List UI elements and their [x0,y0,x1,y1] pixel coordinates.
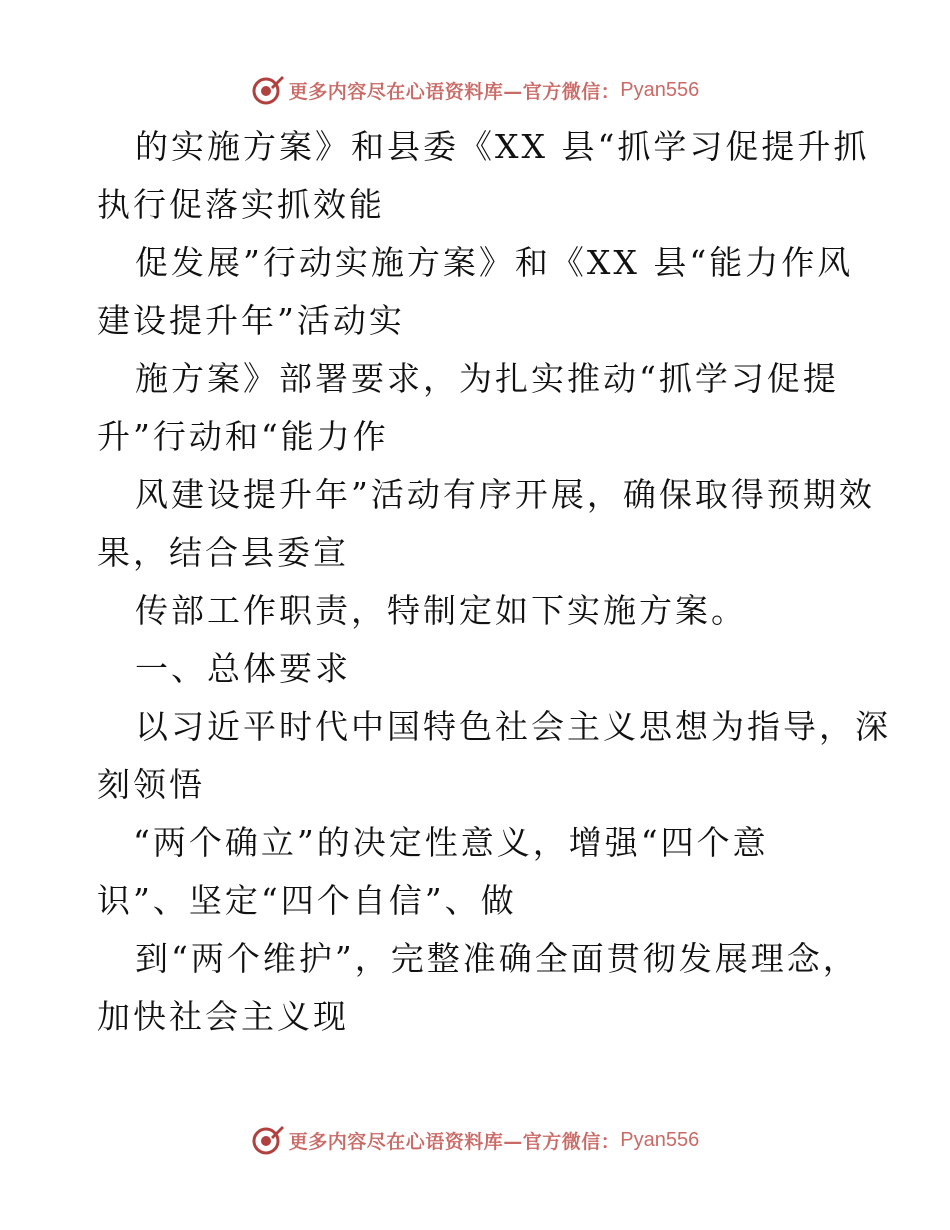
watermark-text: 更多内容尽在心语资料库—官方微信： [288,80,621,103]
watermark-text: 更多内容尽在心语资料库—官方微信： [288,1130,621,1153]
text-line: 升”行动和“能力作 [97,417,389,456]
text-line: 施方案》部署要求，为扎实推动“抓学习促提 [135,359,839,398]
quill-seal-logo-icon [251,73,285,107]
text-line: 加快社会主义现 [97,997,349,1036]
quill-seal-logo-icon [251,1123,285,1157]
text-line: 传部工作职责，特制定如下实施方案。 [135,591,747,630]
text-line: 识”、坚定“四个自信”、做 [97,881,517,920]
footer-watermark [0,1120,950,1160]
text-line: 的实施方案》和县委《XX 县“抓学习促提升抓 [135,127,870,166]
text-line: 促发展”行动实施方案》和《XX 县“能力作风 [135,243,854,282]
text-line: 到“两个维护”，完整准确全面贯彻发展理念， [135,939,859,978]
watermark-wechat-id: Pyan556 [620,1128,700,1151]
header-watermark [0,70,950,110]
text-line: 果，结合县委宣 [97,533,349,572]
text-line: “两个确立”的决定性意义，增强“四个意 [133,823,769,862]
text-line: 建设提升年”活动实 [97,301,405,340]
watermark-wechat-id: Pyan556 [620,78,700,101]
text-line: 刻领悟 [97,765,205,804]
text-line: 执行促落实抓效能 [97,185,385,224]
section-heading: 一、总体要求 [135,649,351,688]
text-line: 风建设提升年”活动有序开展，确保取得预期效 [135,475,875,514]
text-line: 以习近平时代中国特色社会主义思想为指导，深 [135,707,891,746]
document-body [97,118,891,1046]
